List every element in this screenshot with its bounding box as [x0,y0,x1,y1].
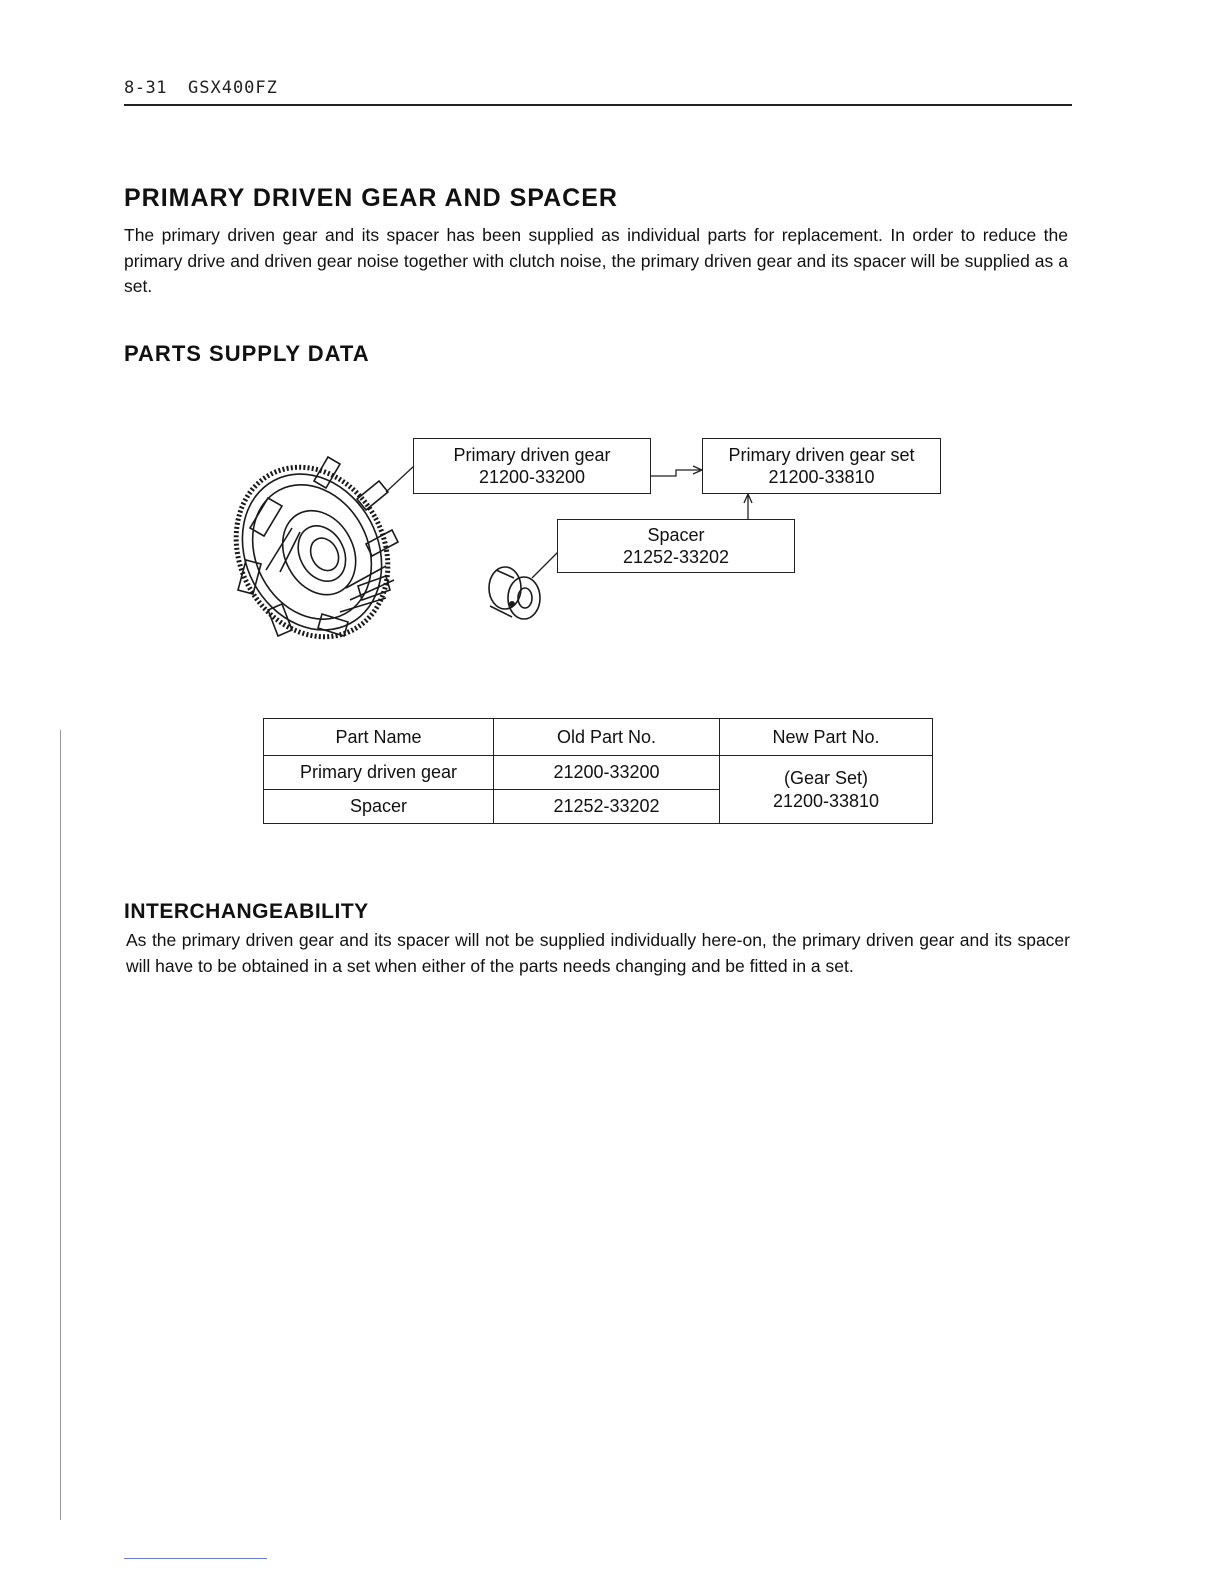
table-header-row [264,719,933,756]
parts-supply-table [263,718,933,824]
gear-leader-line [386,466,414,492]
diagram-box-spacer [557,519,795,573]
spacer-box-number: 21252-33202 [622,547,730,567]
header-part-name: Part Name [264,719,494,756]
row-part-name: Primary driven gear [264,756,494,790]
primary-driven-gear-drawing [207,440,417,663]
section-title-primary-driven-gear: PRIMARY DRIVEN GEAR AND SPACER [124,184,618,212]
spacer-drawing [489,567,540,619]
section-title-interchangeability: INTERCHANGEABILITY [124,900,369,923]
set-box-number: 21200-33810 [768,467,875,487]
header-new-part-no: New Part No. [720,719,933,756]
gear-box-name: Primary driven gear [453,445,611,465]
new-part-label: (Gear Set) [783,767,869,788]
diagram-box-gear-set [702,438,941,494]
spacer-box-name: Spacer [647,525,705,545]
new-part-cell [720,756,933,824]
interchangeability-paragraph: As the primary driven gear and its spacer will not be supplied individually here-on, the primary driven gear and its spacer will have to be obtained in a set when either of the parts needs changing and be fitted in a set. [126,930,1070,976]
section-title-parts-supply: PARTS SUPPLY DATA [124,341,370,366]
page-number: 8-31 [124,78,167,98]
row-part-name: Spacer [264,790,494,824]
diagram-box-primary-driven-gear [413,438,651,494]
spacer-leader-line [532,552,558,578]
set-box-name: Primary driven gear set [728,445,915,465]
table-row [264,756,933,790]
row-old-part-no: 21200-33200 [494,756,720,790]
row-old-part-no: 21252-33202 [494,790,720,824]
scan-margin-line [60,730,61,1520]
gear-box-number: 21200-33200 [478,467,586,487]
model-code: GSX400FZ [188,78,278,98]
intro-paragraph: The primary driven gear and its spacer has been supplied as individual parts for replacement. In order to reduce the primary drive and driven gear noise together with clutch noise, the primary driven gear and its spacer will be supplied as a set. [124,225,1068,296]
new-part-number: 21200-33810 [772,790,880,811]
header-old-part-no: Old Part No. [494,719,720,756]
gear-to-set-arrow [650,470,700,476]
footer-rule [124,1558,267,1559]
